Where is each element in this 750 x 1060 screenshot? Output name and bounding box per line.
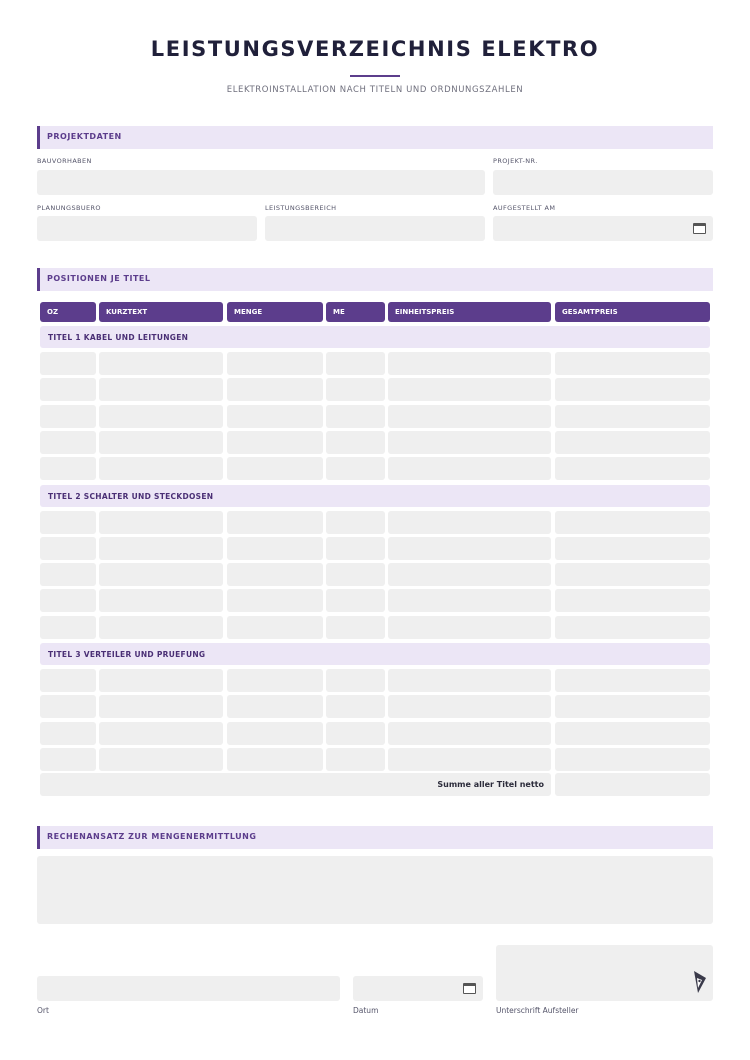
ort-field[interactable] <box>37 976 340 1001</box>
table-cell[interactable] <box>555 378 710 401</box>
column-header-label: EINHEITSPREIS <box>395 308 455 316</box>
section-projektdaten <box>37 126 713 149</box>
section-title: PROJEKTDATEN <box>47 132 122 141</box>
table-cell[interactable] <box>326 431 385 454</box>
table-cell[interactable] <box>227 457 323 480</box>
column-header-5 <box>555 302 710 322</box>
table-cell[interactable] <box>388 431 551 454</box>
document-title: LEISTUNGSVERZEICHNIS ELEKTRO <box>150 37 600 61</box>
table-cell[interactable] <box>99 431 223 454</box>
table-cell[interactable] <box>40 722 96 745</box>
table-cell[interactable] <box>555 537 710 560</box>
table-cell[interactable] <box>326 669 385 692</box>
table-cell[interactable] <box>99 748 223 771</box>
table-cell[interactable] <box>227 695 323 718</box>
table-cell[interactable] <box>99 589 223 612</box>
table-cell[interactable] <box>555 563 710 586</box>
column-header-4 <box>388 302 551 322</box>
table-cell[interactable] <box>40 748 96 771</box>
table-cell[interactable] <box>326 695 385 718</box>
column-header-label: ME <box>333 308 345 316</box>
bauvorhaben-field[interactable] <box>37 170 485 195</box>
pen-nib-icon <box>693 970 707 994</box>
table-cell[interactable] <box>555 669 710 692</box>
column-header-1 <box>99 302 223 322</box>
table-cell[interactable] <box>99 722 223 745</box>
table-cell[interactable] <box>555 616 710 639</box>
table-cell[interactable] <box>40 431 96 454</box>
table-cell[interactable] <box>99 511 223 534</box>
table-cell[interactable] <box>99 378 223 401</box>
table-cell[interactable] <box>99 537 223 560</box>
table-cell[interactable] <box>40 537 96 560</box>
table-cell[interactable] <box>227 378 323 401</box>
datum-field[interactable] <box>353 976 483 1001</box>
title-divider <box>350 75 400 77</box>
table-cell[interactable] <box>388 616 551 639</box>
table-cell[interactable] <box>555 722 710 745</box>
calendar-icon[interactable] <box>693 223 706 234</box>
table-cell[interactable] <box>40 511 96 534</box>
datum-label: Datum <box>353 1006 379 1015</box>
section-rechenansatz <box>37 826 713 849</box>
column-header-label: GESAMTPREIS <box>562 308 618 316</box>
table-cell[interactable] <box>555 748 710 771</box>
table-cell[interactable] <box>227 616 323 639</box>
table-cell[interactable] <box>99 457 223 480</box>
section-title: RECHENANSATZ ZUR MENGENERMITTLUNG <box>47 832 257 841</box>
sum-label: Summe aller Titel netto <box>437 780 544 789</box>
table-cell[interactable] <box>326 589 385 612</box>
group-title-row <box>40 485 710 507</box>
table-cell[interactable] <box>326 457 385 480</box>
table-cell[interactable] <box>326 537 385 560</box>
table-cell[interactable] <box>40 405 96 428</box>
table-cell[interactable] <box>388 669 551 692</box>
table-cell[interactable] <box>388 589 551 612</box>
table-cell[interactable] <box>40 457 96 480</box>
table-cell[interactable] <box>40 589 96 612</box>
table-cell[interactable] <box>388 563 551 586</box>
table-cell[interactable] <box>99 695 223 718</box>
table-cell[interactable] <box>99 616 223 639</box>
table-cell[interactable] <box>555 695 710 718</box>
table-cell[interactable] <box>40 616 96 639</box>
group-title: TITEL 3 VERTEILER UND PRUEFUNG <box>48 650 206 659</box>
document-subtitle: ELEKTROINSTALLATION NACH TITELN UND ORDNUNGSZAHLEN <box>226 85 524 95</box>
section-title: POSITIONEN JE TITEL <box>47 274 151 283</box>
column-header-3 <box>326 302 385 322</box>
table-cell[interactable] <box>227 563 323 586</box>
table-cell[interactable] <box>326 722 385 745</box>
table-cell[interactable] <box>40 378 96 401</box>
sum-label-cell <box>40 773 551 796</box>
table-cell[interactable] <box>40 352 96 375</box>
table-cell[interactable] <box>99 669 223 692</box>
table-cell[interactable] <box>227 589 323 612</box>
table-cell[interactable] <box>227 669 323 692</box>
table-cell[interactable] <box>326 616 385 639</box>
table-cell[interactable] <box>227 748 323 771</box>
table-cell[interactable] <box>555 457 710 480</box>
aufgestellt-label: AUFGESTELLT AM <box>493 204 556 212</box>
table-cell[interactable] <box>227 511 323 534</box>
table-cell[interactable] <box>227 722 323 745</box>
bauvorhaben-label: BAUVORHABEN <box>37 157 92 165</box>
column-header-label: MENGE <box>234 308 263 316</box>
table-cell[interactable] <box>227 352 323 375</box>
table-cell[interactable] <box>326 511 385 534</box>
table-cell[interactable] <box>227 537 323 560</box>
column-header-label: KURZTEXT <box>106 308 148 316</box>
table-cell[interactable] <box>555 352 710 375</box>
planungsbuero-field[interactable] <box>37 216 257 241</box>
group-title-row <box>40 326 710 348</box>
leistungsbereich-field[interactable] <box>265 216 485 241</box>
table-cell[interactable] <box>555 431 710 454</box>
table-cell[interactable] <box>555 405 710 428</box>
table-cell[interactable] <box>388 537 551 560</box>
leistungsbereich-label: LEISTUNGSBEREICH <box>265 204 337 212</box>
column-header-0 <box>40 302 96 322</box>
table-cell[interactable] <box>326 563 385 586</box>
table-cell[interactable] <box>326 748 385 771</box>
planungsbuero-label: PLANUNGSBUERO <box>37 204 101 212</box>
projekt-nr-label: PROJEKT-NR. <box>493 157 538 165</box>
table-cell[interactable] <box>388 457 551 480</box>
table-cell[interactable] <box>388 511 551 534</box>
group-title: TITEL 1 KABEL UND LEITUNGEN <box>48 333 189 342</box>
column-header-label: OZ <box>47 308 59 316</box>
table-cell[interactable] <box>388 695 551 718</box>
group-title-row <box>40 643 710 665</box>
table-cell[interactable] <box>555 511 710 534</box>
table-cell[interactable] <box>326 405 385 428</box>
column-header-2 <box>227 302 323 322</box>
group-title: TITEL 2 SCHALTER UND STECKDOSEN <box>48 491 214 501</box>
section-positionen <box>37 268 713 291</box>
ort-label: Ort <box>37 1006 49 1015</box>
table-cell[interactable] <box>99 352 223 375</box>
rechenansatz-textarea[interactable] <box>37 856 713 924</box>
table-cell[interactable] <box>388 378 551 401</box>
table-cell[interactable] <box>555 589 710 612</box>
signature-field[interactable] <box>496 945 713 1001</box>
table-cell[interactable] <box>227 431 323 454</box>
table-cell[interactable] <box>326 352 385 375</box>
table-cell[interactable] <box>99 563 223 586</box>
table-cell[interactable] <box>99 405 223 428</box>
table-cell[interactable] <box>40 563 96 586</box>
unterschrift-label: Unterschrift Aufsteller <box>496 1006 579 1015</box>
aufgestellt-date-field[interactable] <box>493 216 713 241</box>
table-cell[interactable] <box>227 405 323 428</box>
calendar-icon[interactable] <box>463 983 476 994</box>
table-cell[interactable] <box>388 748 551 771</box>
table-cell[interactable] <box>388 722 551 745</box>
sum-total-field[interactable] <box>555 773 710 796</box>
table-cell[interactable] <box>40 669 96 692</box>
table-cell[interactable] <box>388 405 551 428</box>
table-cell[interactable] <box>388 352 551 375</box>
projekt-nr-field[interactable] <box>493 170 713 195</box>
table-cell[interactable] <box>326 378 385 401</box>
table-cell[interactable] <box>40 695 96 718</box>
